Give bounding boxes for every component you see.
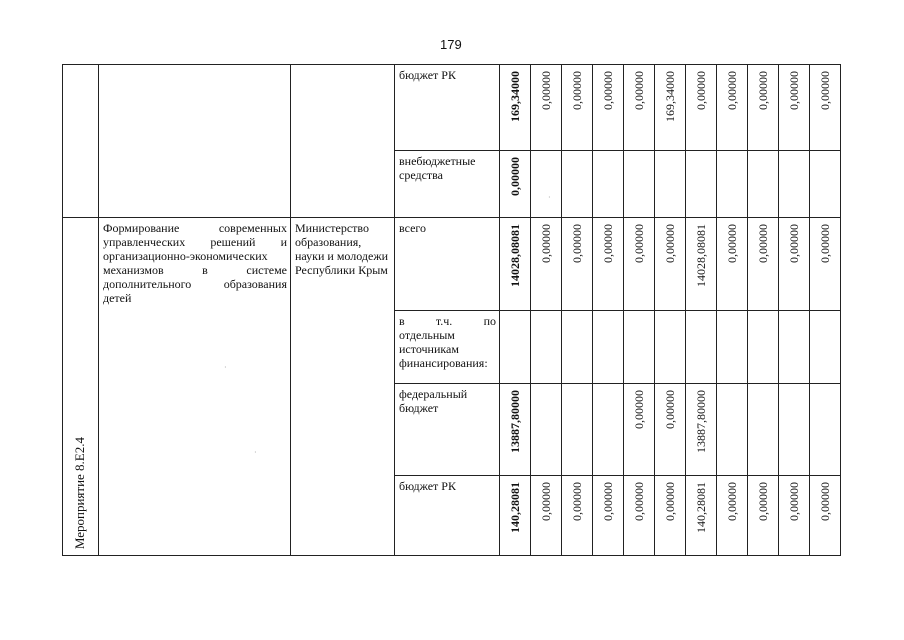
value-cell	[562, 311, 593, 384]
value-cell	[531, 151, 562, 218]
value-cell	[779, 151, 810, 218]
value-cell	[624, 311, 655, 384]
value-cell	[748, 384, 779, 476]
value-cell	[686, 151, 717, 218]
value-cell-text: 0,00000	[663, 224, 677, 263]
value-cell	[655, 218, 686, 311]
value-cell	[624, 151, 655, 218]
value-cell-text: 0,00000	[663, 390, 677, 429]
value-cell	[717, 384, 748, 476]
value-cell	[748, 65, 779, 151]
source-cell	[395, 311, 500, 384]
value-cell	[717, 311, 748, 384]
value-cell	[531, 311, 562, 384]
source-cell-line: бюджет	[399, 401, 439, 415]
total-cell	[500, 311, 531, 384]
value-cell-text: 0,00000	[632, 390, 646, 429]
value-cell	[593, 218, 624, 311]
value-cell	[810, 65, 841, 151]
value-cell	[810, 151, 841, 218]
value-cell	[779, 65, 810, 151]
value-cell	[717, 65, 748, 151]
value-cell	[562, 476, 593, 556]
value-cell	[810, 384, 841, 476]
value-cell	[624, 218, 655, 311]
value-cell-text: 0,00000	[570, 71, 584, 110]
value-cell-text: 0,00000	[756, 71, 770, 110]
value-cell	[686, 311, 717, 384]
value-cell-text: 0,00000	[539, 482, 553, 521]
value-cell	[779, 384, 810, 476]
value-cell	[624, 384, 655, 476]
measure-description-line: дополнительного образования	[103, 277, 287, 291]
total-cell	[500, 65, 531, 151]
value-cell	[810, 476, 841, 556]
measure-executor-line: науки и молодежи	[295, 249, 389, 263]
value-cell	[655, 476, 686, 556]
source-cell-line: федеральный	[399, 387, 468, 401]
source-cell-line: в т.ч. по	[399, 314, 496, 328]
value-cell-text: 0,00000	[818, 71, 832, 110]
value-cell-text: 0,00000	[818, 224, 832, 263]
value-cell-text: 0,00000	[694, 71, 708, 110]
measure-description-line: детей	[103, 291, 132, 305]
total-cell	[500, 151, 531, 218]
value-cell-text: 0,00000	[725, 482, 739, 521]
source-cell	[395, 384, 500, 476]
measure-label: Мероприятие 8.E2.4	[71, 436, 87, 549]
measure-description-line: Формирование современных	[103, 221, 287, 235]
source-cell-line: внебюджетные	[399, 154, 476, 168]
value-cell-text: 0,00000	[539, 71, 553, 110]
total-cell-text: 0,00000	[508, 157, 522, 196]
total-cell	[500, 384, 531, 476]
value-cell	[717, 151, 748, 218]
value-cell-text: 13887,80000	[694, 390, 708, 453]
value-cell-text: 0,00000	[787, 71, 801, 110]
value-cell	[624, 65, 655, 151]
value-cell-text: 0,00000	[787, 224, 801, 263]
value-cell-text: 0,00000	[601, 224, 615, 263]
value-cell	[531, 476, 562, 556]
value-cell	[686, 384, 717, 476]
value-cell	[593, 476, 624, 556]
source-cell-text: бюджет РК	[399, 68, 456, 82]
measure-description-line: организационно-экономических	[103, 249, 268, 263]
description-cell-empty	[99, 65, 291, 218]
value-cell-text: 0,00000	[756, 224, 770, 263]
value-cell-text: 0,00000	[632, 71, 646, 110]
value-cell-text: 0,00000	[756, 482, 770, 521]
measure-description-line: механизмов в системе	[103, 263, 287, 277]
total-cell-text: 13887,80000	[508, 390, 522, 453]
value-cell	[717, 476, 748, 556]
value-cell	[531, 65, 562, 151]
value-cell-text: 0,00000	[725, 224, 739, 263]
total-cell-text: 14028,08081	[508, 224, 522, 287]
value-cell-text: 0,00000	[601, 482, 615, 521]
source-cell-line: источникам	[399, 342, 459, 356]
value-cell	[748, 476, 779, 556]
measure-executor-line: Министерство	[295, 221, 369, 235]
value-cell	[748, 218, 779, 311]
source-cell	[395, 218, 500, 311]
source-cell	[395, 476, 500, 556]
scan-speck: ·	[224, 363, 227, 372]
measure-executor-line: Республики Крым	[295, 263, 388, 277]
value-cell	[779, 218, 810, 311]
value-cell-text: 0,00000	[632, 482, 646, 521]
page-number: 179	[440, 37, 462, 52]
value-cell-text: 0,00000	[787, 482, 801, 521]
value-cell	[562, 65, 593, 151]
measure-executor-line: образования,	[295, 235, 362, 249]
value-cell-text: 0,00000	[818, 482, 832, 521]
value-cell	[655, 384, 686, 476]
value-cell	[655, 311, 686, 384]
value-cell	[686, 218, 717, 311]
value-cell	[655, 65, 686, 151]
value-cell-text: 0,00000	[663, 482, 677, 521]
budget-table	[62, 64, 841, 556]
value-cell-text: 0,00000	[570, 482, 584, 521]
measure-description	[99, 218, 291, 556]
value-cell	[686, 65, 717, 151]
value-cell-text: 14028,08081	[694, 224, 708, 287]
value-cell	[717, 218, 748, 311]
table-row	[63, 218, 841, 311]
value-cell	[593, 384, 624, 476]
table-row	[63, 65, 841, 151]
value-cell	[810, 218, 841, 311]
value-cell	[779, 311, 810, 384]
value-cell-text: 0,00000	[725, 71, 739, 110]
value-cell	[562, 151, 593, 218]
source-cell	[395, 65, 500, 151]
value-cell	[748, 151, 779, 218]
label-cell-empty	[63, 65, 99, 218]
measure-executor	[291, 218, 395, 556]
source-cell	[395, 151, 500, 218]
value-cell-text: 0,00000	[601, 71, 615, 110]
value-cell-text: 0,00000	[570, 224, 584, 263]
value-cell	[593, 151, 624, 218]
value-cell	[624, 476, 655, 556]
value-cell-text: 169,34000	[663, 71, 677, 122]
value-cell	[748, 311, 779, 384]
source-cell-line: отдельным	[399, 328, 455, 342]
value-cell	[593, 311, 624, 384]
total-cell-text: 169,34000	[508, 71, 522, 122]
value-cell	[655, 151, 686, 218]
source-cell-line: финансирования:	[399, 356, 488, 370]
source-cell-text: бюджет РК	[399, 479, 456, 493]
value-cell	[593, 65, 624, 151]
measure-label-cell	[63, 218, 99, 556]
value-cell	[531, 218, 562, 311]
value-cell	[779, 476, 810, 556]
source-cell-text: всего	[399, 221, 427, 235]
value-cell	[686, 476, 717, 556]
source-cell-line: средства	[399, 168, 444, 182]
value-cell-text: 140,28081	[694, 482, 708, 533]
total-cell	[500, 218, 531, 311]
scan-speck: ·	[548, 193, 551, 202]
value-cell	[562, 218, 593, 311]
total-cell	[500, 476, 531, 556]
value-cell	[810, 311, 841, 384]
value-cell-text: 0,00000	[539, 224, 553, 263]
measure-description-line: управленческих решений и	[103, 235, 287, 249]
value-cell	[531, 384, 562, 476]
value-cell-text: 0,00000	[632, 224, 646, 263]
total-cell-text: 140,28081	[508, 482, 522, 533]
value-cell	[562, 384, 593, 476]
scan-speck: ·	[254, 448, 257, 457]
executor-cell-empty	[291, 65, 395, 218]
